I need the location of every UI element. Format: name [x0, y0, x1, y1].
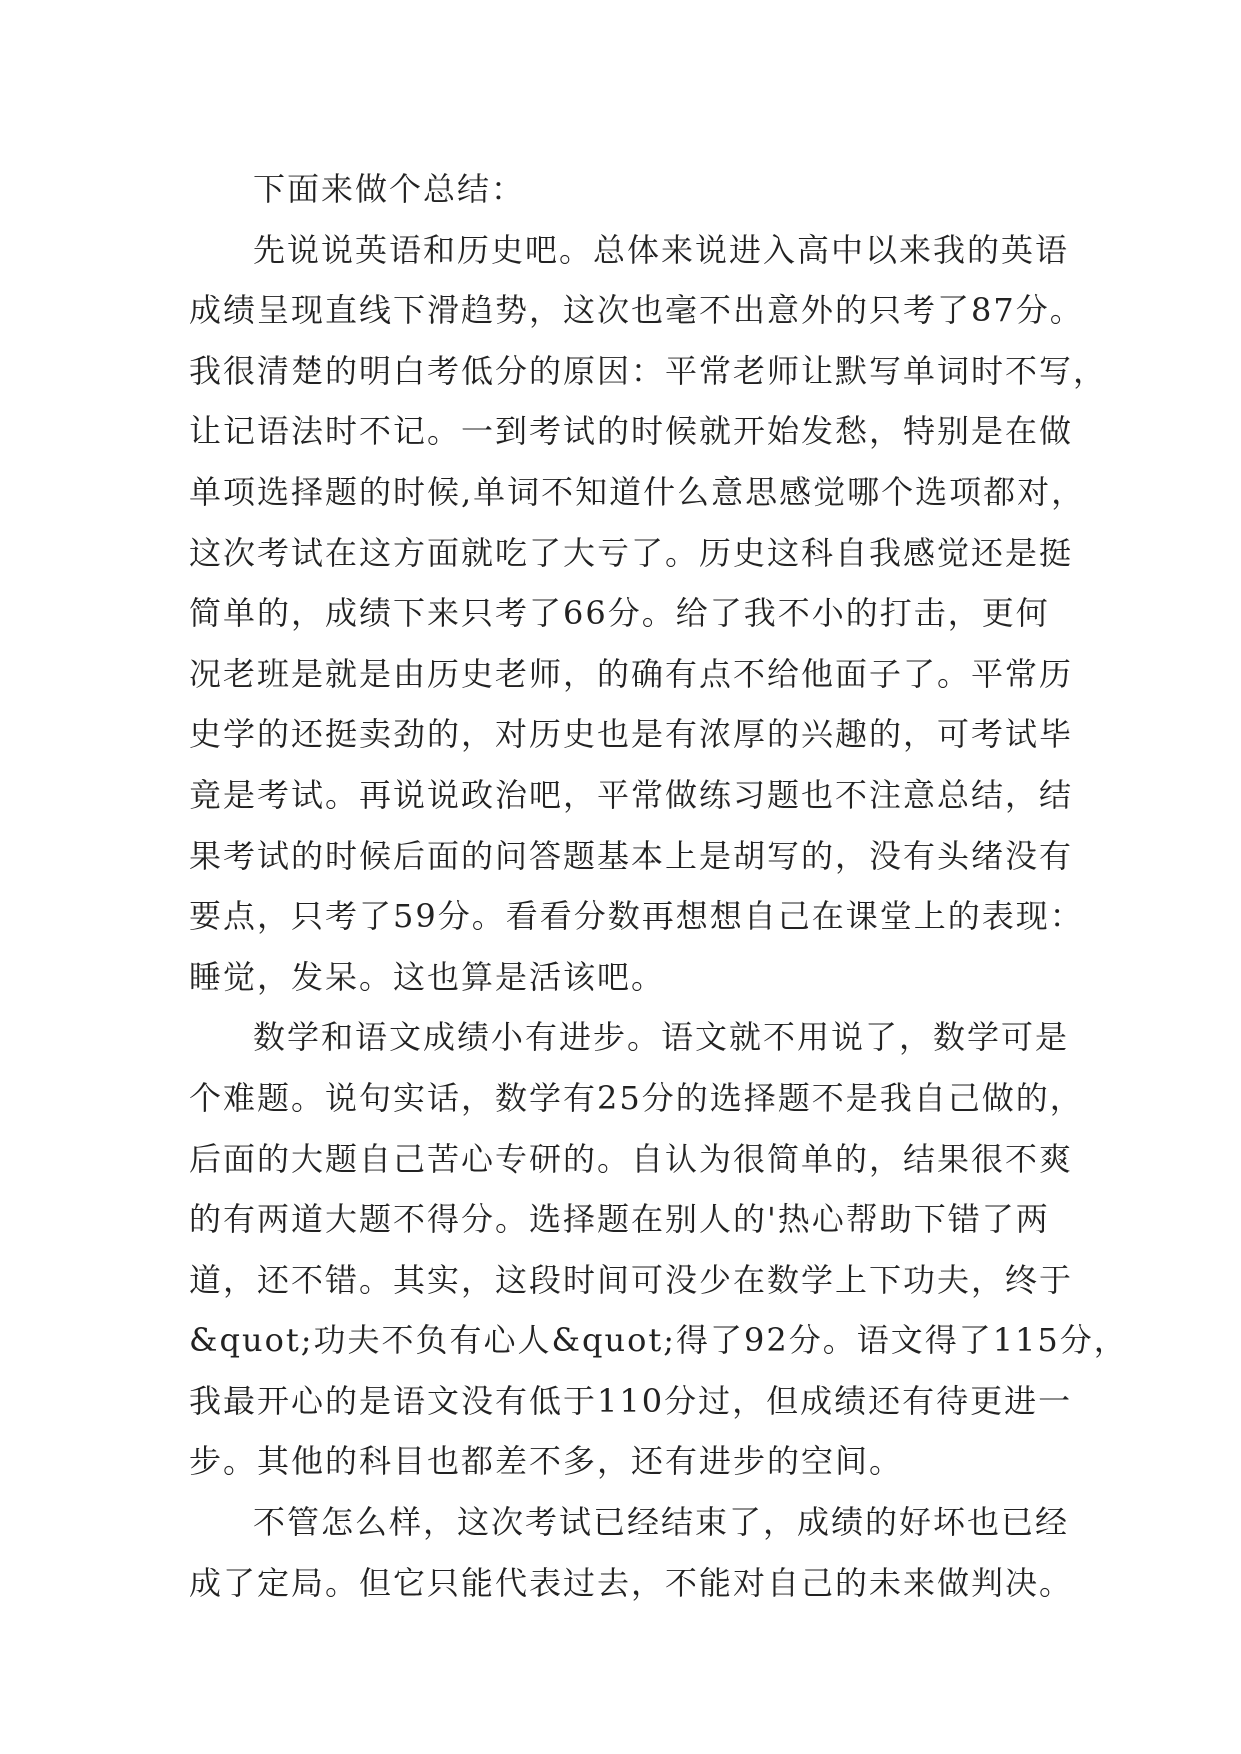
paragraph-line: 果考试的时候后面的问答题基本上是胡写的，没有头绪没有: [189, 836, 1074, 875]
paragraph-line: 竟是考试。再说说政治吧，平常做练习题也不注意总结，结: [189, 775, 1074, 814]
paragraph-line: 步。其他的科目也都差不多，还有进步的空间。: [189, 1442, 904, 1481]
body-text: [189, 159, 1128, 1613]
paragraph-line: 让记语法时不记。一到考试的时候就开始发愁，特别是在做: [189, 412, 1074, 451]
paragraph-line: 后面的大题自己苦心专研的。自认为很简单的，结果很不爽: [189, 1139, 1074, 1178]
paragraph-line: 不管怎么样，这次考试已经结束了，成绩的好坏也已经: [253, 1503, 1070, 1542]
paragraph-line: 我最开心的是语文没有低于110分过，但成绩还有待更进一: [189, 1381, 1073, 1420]
paragraph-line: 要点，只考了59分。看看分数再想想自己在课堂上的表现：: [189, 897, 1084, 936]
paragraph-line: 成了定局。但它只能代表过去，不能对自己的未来做判决。: [189, 1563, 1074, 1602]
paragraph-line: &quot;功夫不负有心人&quot;得了92分。语文得了115分，: [189, 1321, 1128, 1360]
paragraph-line: 个难题。说句实话，数学有25分的选择题不是我自己做的，: [189, 1078, 1084, 1117]
paragraph-line: 道，还不错。其实，这段时间可没少在数学上下功夫，终于: [189, 1260, 1074, 1299]
paragraph-line: 况老班是就是由历史老师，的确有点不给他面子了。平常历: [189, 654, 1074, 693]
paragraph-line: 的有两道大题不得分。选择题在别人的'热心帮助下错了两: [189, 1200, 1050, 1239]
paragraph-line: 先说说英语和历史吧。总体来说进入高中以来我的英语: [253, 230, 1070, 269]
paragraph-line: 简单的，成绩下来只考了66分。给了我不小的打击，更何: [189, 594, 1050, 633]
paragraph-line: 史学的还挺卖劲的，对历史也是有浓厚的兴趣的，可考试毕: [189, 715, 1074, 754]
paragraph-line: 我很清楚的明白考低分的原因：平常老师让默写单词时不写，: [189, 351, 1108, 390]
paragraph-heading-line: 下面来做个总结：: [253, 170, 526, 208]
paragraph-line: 单项选择题的时候,单词不知道什么意思感觉哪个选项都对，: [189, 472, 1086, 511]
paragraph-line: 这次考试在这方面就吃了大亏了。历史这科自我感觉还是挺: [189, 533, 1074, 572]
paragraph-line: 成绩呈现直线下滑趋势，这次也毫不出意外的只考了87分。: [189, 291, 1084, 330]
paragraph-line: 数学和语文成绩小有进步。语文就不用说了，数学可是: [253, 1018, 1070, 1057]
paragraph-line: 睡觉，发呆。这也算是活该吧。: [189, 957, 666, 996]
